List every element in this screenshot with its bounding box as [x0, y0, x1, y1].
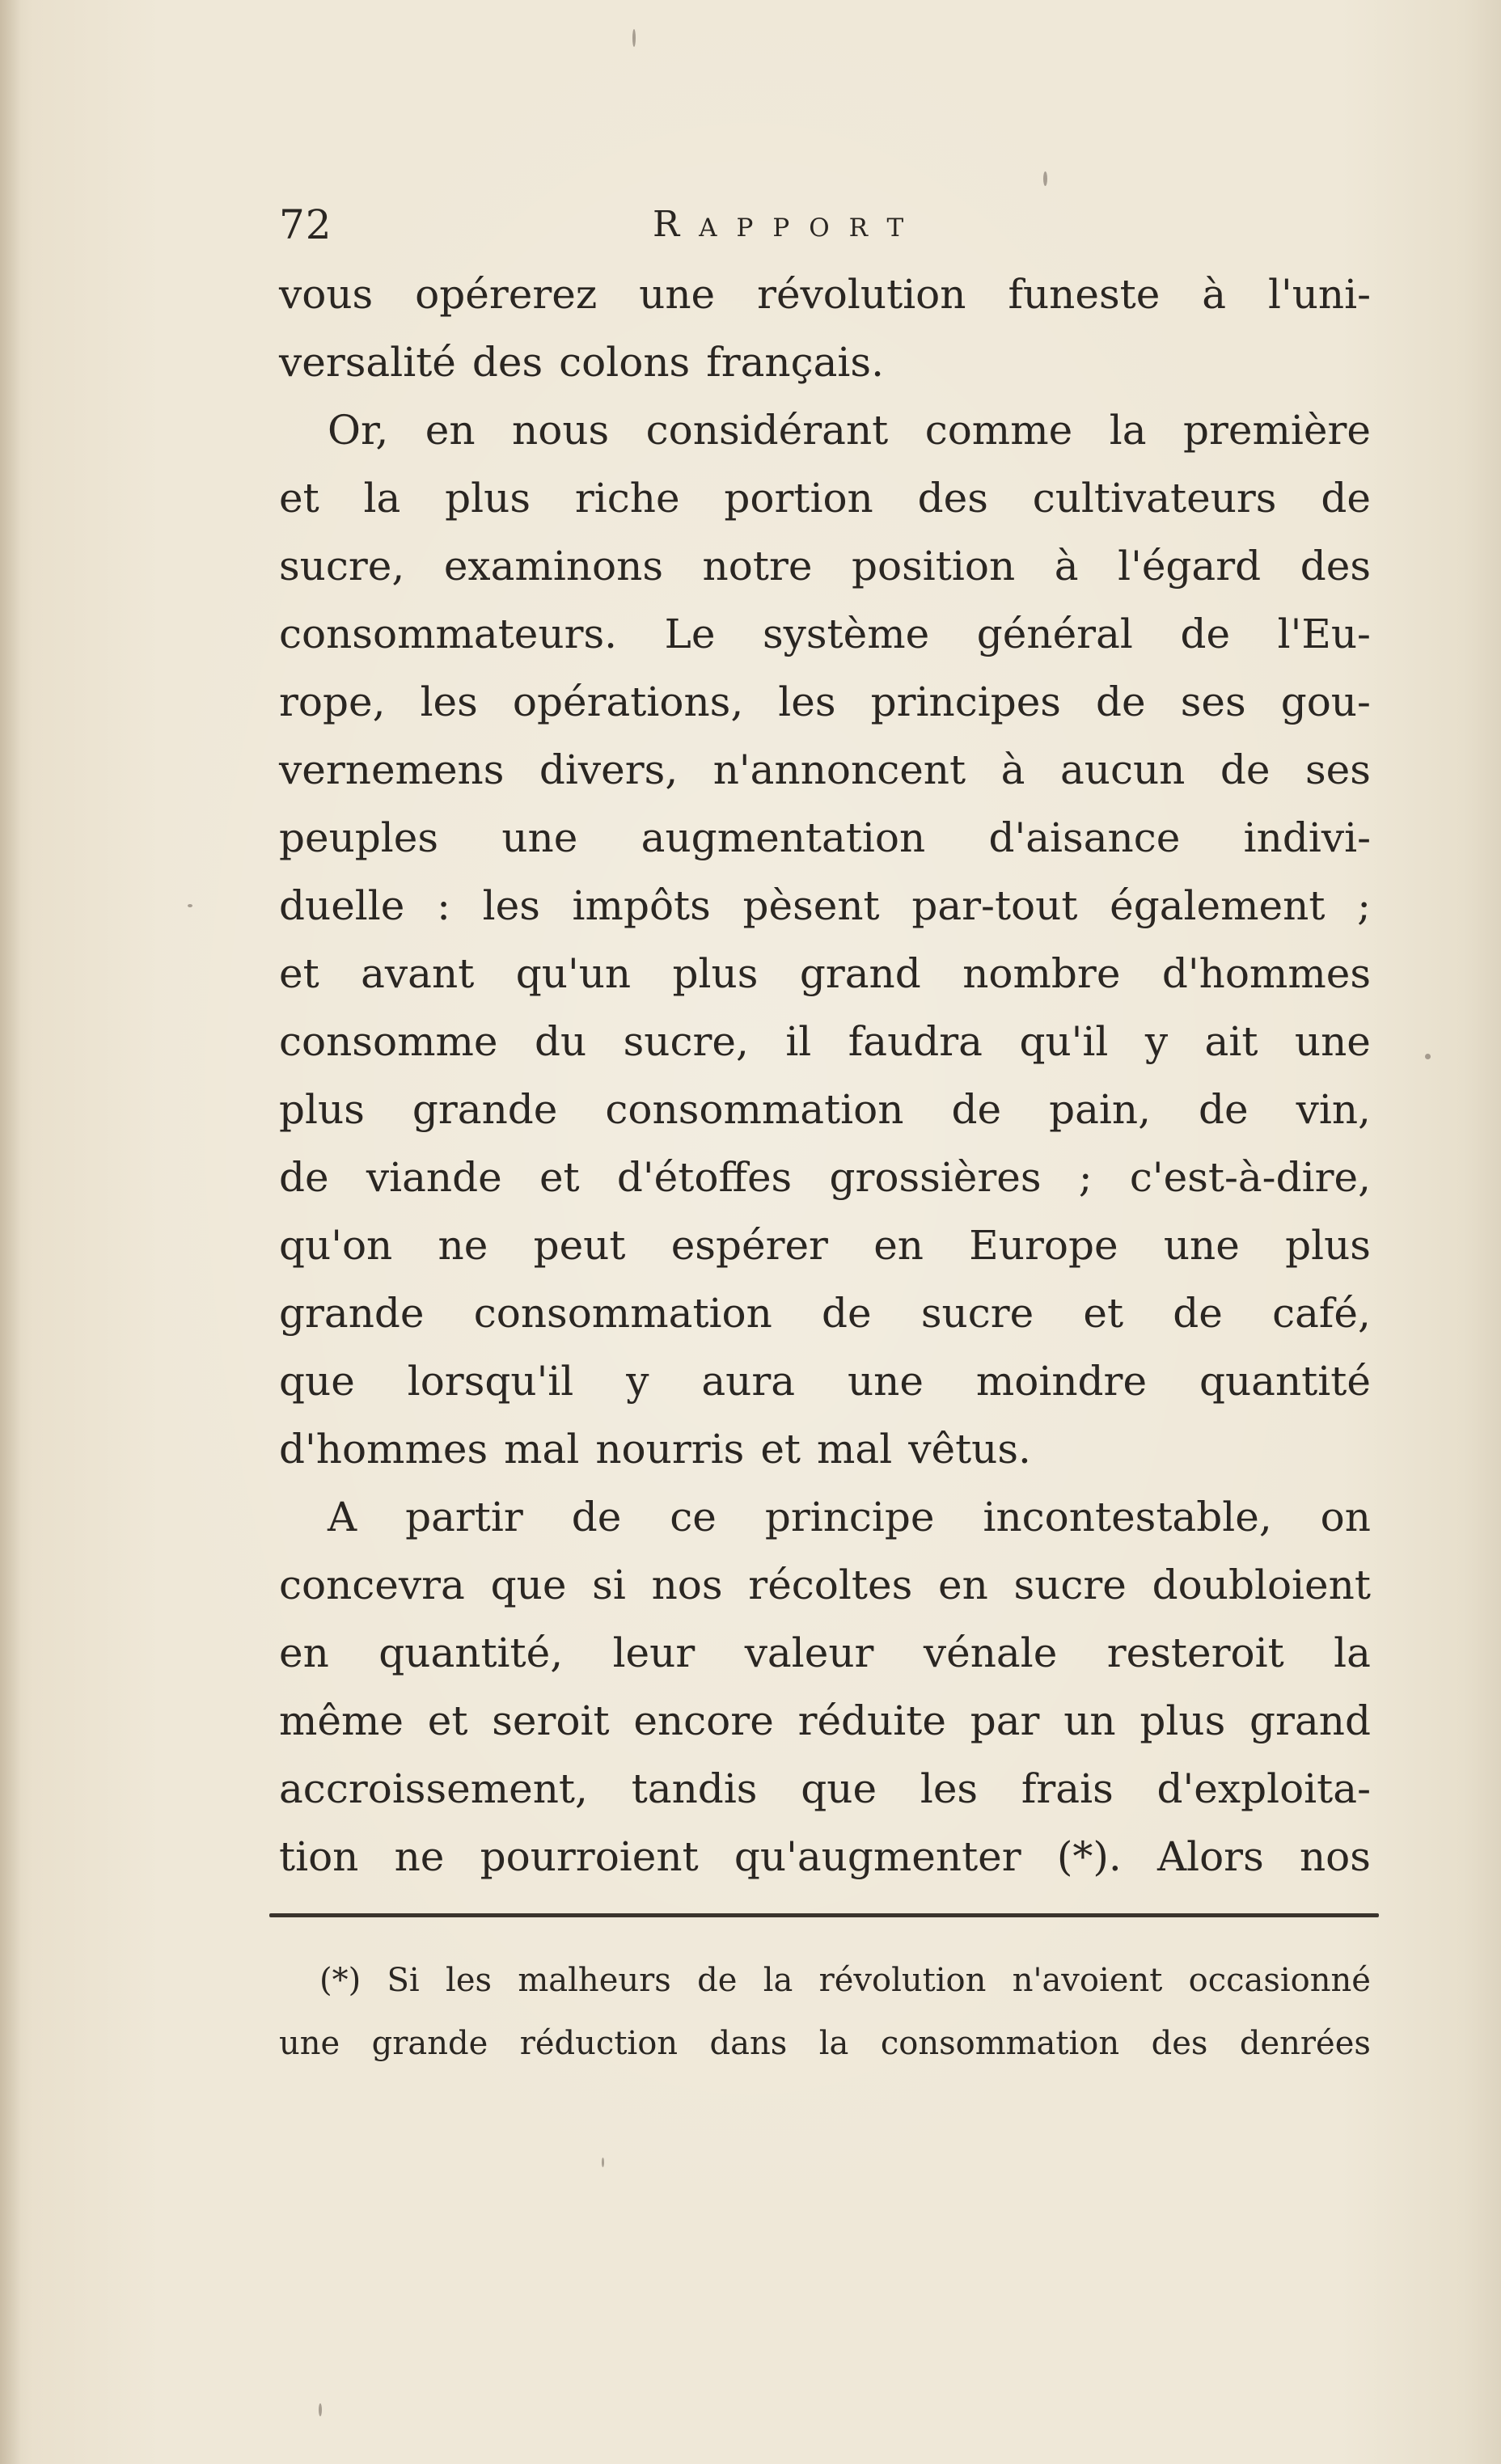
- word: impôts: [572, 882, 711, 929]
- word: nos: [651, 1562, 723, 1608]
- word: colons: [559, 339, 691, 386]
- word: qu'augmenter: [734, 1833, 1021, 1880]
- word: ce: [670, 1494, 717, 1541]
- word: à: [1054, 543, 1079, 590]
- word: la: [363, 475, 401, 522]
- word: les: [446, 1962, 493, 1999]
- word: cultivateurs: [1032, 475, 1277, 522]
- word: tion: [279, 1833, 359, 1880]
- word: consomme: [279, 1018, 498, 1065]
- word: de: [1096, 678, 1146, 725]
- word: nourris: [595, 1426, 745, 1473]
- text-line: [279, 1008, 1371, 1076]
- word: aucun: [1059, 746, 1186, 793]
- word: quantité,: [378, 1629, 564, 1676]
- paper-speck: [602, 2158, 604, 2167]
- page-gutter-shadow: [0, 0, 21, 2464]
- word: Le: [664, 611, 716, 657]
- word: et: [427, 1697, 468, 1744]
- word: nombre: [962, 950, 1121, 997]
- word: réduite: [797, 1697, 946, 1744]
- word: une: [639, 271, 716, 318]
- word: de: [571, 1494, 622, 1541]
- word: récoltes: [748, 1562, 913, 1608]
- word: vin,: [1296, 1086, 1371, 1133]
- word: pèsent: [742, 882, 880, 929]
- word: notre: [702, 543, 813, 590]
- text-line: [279, 1076, 1371, 1143]
- word: d'étoffes: [616, 1154, 793, 1201]
- text-line: [279, 1483, 1371, 1551]
- footnote: [279, 1949, 1371, 2075]
- word: général: [976, 611, 1133, 657]
- word: sucre,: [623, 1018, 749, 1065]
- word: il: [785, 1018, 812, 1065]
- word: concevra: [279, 1562, 465, 1608]
- word: y: [626, 1358, 649, 1405]
- word: duelle: [279, 882, 405, 929]
- word: principe: [764, 1494, 935, 1541]
- body-text: [279, 260, 1371, 1891]
- word: des: [1151, 2025, 1208, 2062]
- word: versalité: [279, 339, 456, 386]
- word: vêtus.: [908, 1426, 1031, 1473]
- word: peut: [533, 1222, 626, 1269]
- word: seroit: [492, 1697, 610, 1744]
- word: grande: [371, 2025, 488, 2062]
- word: l'Eu-: [1277, 611, 1371, 657]
- word: et: [539, 1154, 580, 1201]
- word: de: [1180, 611, 1231, 657]
- word: de: [1173, 1290, 1223, 1337]
- word: de: [1199, 1086, 1249, 1133]
- word: consommation: [605, 1086, 904, 1133]
- paper-speck: [1043, 171, 1047, 186]
- word: une: [847, 1358, 924, 1405]
- word: grossières: [829, 1154, 1042, 1201]
- word: doubloient: [1152, 1562, 1371, 1608]
- word: :: [437, 882, 450, 929]
- word: nos: [1299, 1833, 1371, 1880]
- word: grande: [279, 1290, 425, 1337]
- word: incontestable,: [983, 1494, 1272, 1541]
- word: du: [534, 1018, 587, 1065]
- word: d'hommes: [279, 1426, 488, 1473]
- text-line: [279, 1279, 1371, 1347]
- word: Europe: [969, 1222, 1118, 1269]
- word: lorsqu'il: [407, 1358, 574, 1405]
- word: avant: [361, 950, 475, 997]
- paper-speck: [319, 2403, 322, 2416]
- word: Si: [387, 1962, 420, 1999]
- word: révolution: [757, 271, 966, 318]
- word: pain,: [1049, 1086, 1151, 1133]
- word: des: [917, 475, 988, 522]
- word: ses: [1305, 746, 1371, 793]
- word: (*).: [1056, 1833, 1122, 1880]
- word: grande: [412, 1086, 558, 1133]
- text-line: [279, 1415, 1371, 1483]
- footnote-rule: [269, 1913, 1379, 1917]
- word: occasionné: [1188, 1962, 1371, 1999]
- word: une: [1163, 1222, 1240, 1269]
- paper-speck: [1425, 1054, 1431, 1059]
- word: moindre: [975, 1358, 1148, 1405]
- word: opérerez: [415, 271, 598, 318]
- word: riche: [574, 475, 680, 522]
- word: première: [1182, 407, 1371, 454]
- word: sucre: [1013, 1562, 1127, 1608]
- word: vernemens: [279, 746, 505, 793]
- word: n'annoncent: [712, 746, 966, 793]
- word: ;: [1357, 882, 1371, 929]
- word: que: [490, 1562, 567, 1608]
- word: c'est-à-dire,: [1129, 1154, 1371, 1201]
- word: en: [425, 407, 476, 454]
- word: des: [1300, 543, 1371, 590]
- word: café,: [1272, 1290, 1371, 1337]
- text-line: [279, 668, 1371, 736]
- word: que: [279, 1358, 355, 1405]
- word: de: [697, 1962, 738, 1999]
- word: qu'on: [279, 1222, 393, 1269]
- text-line: [279, 396, 1371, 464]
- text-line: [279, 1551, 1371, 1619]
- word: resteroit: [1106, 1629, 1284, 1676]
- text-line: [279, 1619, 1371, 1687]
- text-line: [279, 260, 1371, 328]
- word: également: [1110, 882, 1326, 929]
- page-header: [279, 192, 1379, 257]
- word: malheurs: [518, 1962, 671, 1999]
- word: ait: [1204, 1018, 1258, 1065]
- word: une: [1294, 1018, 1371, 1065]
- word: l'égard: [1118, 543, 1262, 590]
- word: on: [1320, 1494, 1371, 1541]
- footnote-line: [279, 2012, 1371, 2075]
- word: qu'un: [515, 950, 632, 997]
- paper-speck: [188, 904, 192, 907]
- word: de: [1321, 475, 1371, 522]
- word: grand: [1249, 1697, 1371, 1744]
- word: comme: [924, 407, 1073, 454]
- word: la: [1334, 1629, 1371, 1676]
- word: d'hommes: [1161, 950, 1371, 997]
- word: examinons: [443, 543, 663, 590]
- word: par-tout: [911, 882, 1078, 929]
- word: français.: [706, 339, 884, 386]
- word: l'uni-: [1267, 271, 1371, 318]
- word: plus: [672, 950, 759, 997]
- word: denrées: [1239, 2025, 1371, 2062]
- word: à: [1000, 746, 1025, 793]
- word: augmentation: [641, 814, 926, 861]
- footnote-line: [279, 1949, 1371, 2012]
- word: tandis: [631, 1765, 758, 1812]
- word: et: [760, 1426, 801, 1473]
- word: plus: [1139, 1697, 1226, 1744]
- word: en: [279, 1629, 329, 1676]
- word: à: [1202, 271, 1227, 318]
- word: ne: [438, 1222, 488, 1269]
- word: peuples: [279, 814, 439, 861]
- word: la: [763, 1962, 793, 1999]
- word: mal: [504, 1426, 580, 1473]
- word: en: [873, 1222, 924, 1269]
- word: la: [1109, 407, 1147, 454]
- word: position: [852, 543, 1016, 590]
- text-line: [279, 1687, 1371, 1755]
- text-line: [279, 804, 1371, 872]
- word: plus: [445, 475, 531, 522]
- word: encore: [633, 1697, 774, 1744]
- word: une: [279, 2025, 340, 2062]
- word: que: [801, 1765, 877, 1812]
- text-line: [279, 1347, 1371, 1415]
- word: ses: [1180, 678, 1246, 725]
- word: vous: [279, 271, 374, 318]
- word: valeur: [744, 1629, 874, 1676]
- word: les: [920, 1765, 979, 1812]
- word: qu'il: [1019, 1018, 1109, 1065]
- word: quantité: [1199, 1358, 1371, 1405]
- word: portion: [724, 475, 873, 522]
- word: consommation: [473, 1290, 772, 1337]
- word: les: [482, 882, 540, 929]
- word: nous: [512, 407, 610, 454]
- word: ;: [1078, 1154, 1093, 1201]
- text-line: [279, 1755, 1371, 1823]
- text-line: [279, 600, 1371, 668]
- word: frais: [1021, 1765, 1114, 1812]
- word: espérer: [670, 1222, 828, 1269]
- word: des: [471, 339, 543, 386]
- paper-speck: [632, 29, 636, 47]
- page-number: 72: [279, 201, 332, 248]
- word: dans: [709, 2025, 788, 2062]
- word: Or,: [328, 407, 389, 454]
- word: vénale: [923, 1629, 1058, 1676]
- word: y: [1144, 1018, 1169, 1065]
- word: partir: [405, 1494, 523, 1541]
- word: d'exploita-: [1156, 1765, 1371, 1812]
- word: si: [592, 1562, 626, 1608]
- text-line: [279, 1143, 1371, 1211]
- word: faudra: [848, 1018, 983, 1065]
- word: et: [279, 475, 319, 522]
- text-line: [279, 532, 1371, 600]
- word: considérant: [645, 407, 889, 454]
- word: et: [1083, 1290, 1124, 1337]
- word: plus: [1285, 1222, 1371, 1269]
- text-line: [279, 1823, 1371, 1891]
- word: plus: [279, 1086, 365, 1133]
- running-title: Rapport: [653, 204, 924, 245]
- word: en: [937, 1562, 988, 1608]
- word: Alors: [1156, 1833, 1264, 1880]
- word: n'avoient: [1012, 1962, 1163, 1999]
- word: viande: [366, 1154, 502, 1201]
- word: système: [762, 611, 930, 657]
- word: principes: [870, 678, 1061, 725]
- text-line: [279, 464, 1371, 532]
- word: consommateurs.: [279, 611, 618, 657]
- word: A: [328, 1494, 357, 1541]
- word: la: [818, 2025, 849, 2062]
- word: aura: [701, 1358, 796, 1405]
- text-line: [279, 328, 1371, 396]
- word: de: [1220, 746, 1271, 793]
- text-line: [279, 872, 1371, 940]
- word: de: [822, 1290, 872, 1337]
- word: rope,: [279, 678, 386, 725]
- text-line: [279, 940, 1371, 1008]
- word: et: [279, 950, 319, 997]
- word: d'aisance: [988, 814, 1181, 861]
- word: de: [279, 1154, 329, 1201]
- word: les: [778, 678, 836, 725]
- word: leur: [612, 1629, 696, 1676]
- word: ne: [394, 1833, 445, 1880]
- word: mal: [817, 1426, 893, 1473]
- word: accroissement,: [279, 1765, 588, 1812]
- text-line: [279, 1211, 1371, 1279]
- word: grand: [799, 950, 921, 997]
- word: (*): [319, 1962, 362, 1999]
- word: même: [279, 1697, 404, 1744]
- word: révolution: [818, 1962, 987, 1999]
- word: par: [970, 1697, 1040, 1744]
- word: sucre: [920, 1290, 1034, 1337]
- word: indivi-: [1243, 814, 1371, 861]
- word: de: [951, 1086, 1002, 1133]
- word: un: [1063, 1697, 1116, 1744]
- word: les: [420, 678, 478, 725]
- word: consommation: [880, 2025, 1120, 2062]
- word: sucre,: [279, 543, 405, 590]
- word: pourroient: [480, 1833, 699, 1880]
- word: divers,: [539, 746, 679, 793]
- word: gou-: [1280, 678, 1371, 725]
- word: funeste: [1008, 271, 1161, 318]
- word: opérations,: [512, 678, 744, 725]
- word: réduction: [519, 2025, 679, 2062]
- text-line: [279, 736, 1371, 804]
- word: une: [501, 814, 578, 861]
